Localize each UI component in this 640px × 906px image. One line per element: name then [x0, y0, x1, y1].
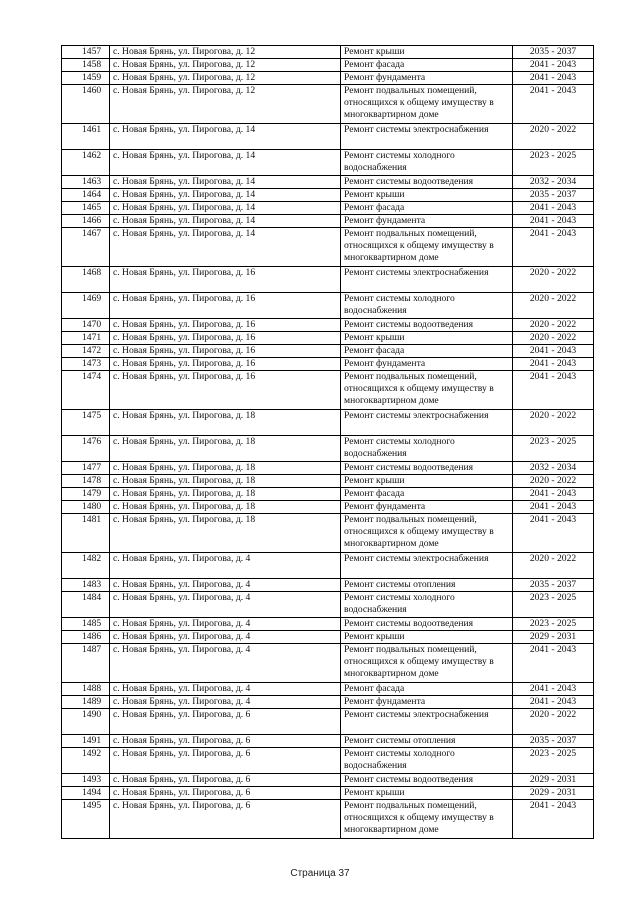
table-row [62, 644, 594, 683]
row-number-cell: 1477 [62, 462, 110, 475]
address-cell: с. Новая Брянь, ул. Пирогова, д. 16 [110, 345, 341, 358]
address-cell: с. Новая Брянь, ул. Пирогова, д. 18 [110, 436, 341, 462]
period-cell: 2041 - 2043 [513, 228, 594, 267]
row-number-cell: 1482 [62, 553, 110, 579]
work-type-cell: Ремонт крыши [341, 332, 513, 345]
period-cell: 2020 - 2022 [513, 124, 594, 150]
period-cell: 2041 - 2043 [513, 358, 594, 371]
period-cell: 2035 - 2037 [513, 735, 594, 748]
row-number-cell: 1470 [62, 319, 110, 332]
address-cell: с. Новая Брянь, ул. Пирогова, д. 14 [110, 228, 341, 267]
table-row [62, 345, 594, 358]
period-cell: 2041 - 2043 [513, 683, 594, 696]
address-cell: с. Новая Брянь, ул. Пирогова, д. 6 [110, 748, 341, 774]
address-cell: с. Новая Брянь, ул. Пирогова, д. 12 [110, 59, 341, 72]
period-cell: 2023 - 2025 [513, 748, 594, 774]
period-cell: 2041 - 2043 [513, 371, 594, 410]
address-cell: с. Новая Брянь, ул. Пирогова, д. 18 [110, 410, 341, 436]
period-cell: 2023 - 2025 [513, 592, 594, 618]
work-type-cell: Ремонт фасада [341, 345, 513, 358]
table-row [62, 553, 594, 579]
work-type-cell: Ремонт системы электроснабжения [341, 410, 513, 436]
row-number-cell: 1472 [62, 345, 110, 358]
row-number-cell: 1463 [62, 176, 110, 189]
period-cell: 2032 - 2034 [513, 176, 594, 189]
work-type-cell: Ремонт системы холодного водоснабжения [341, 592, 513, 618]
row-number-cell: 1488 [62, 683, 110, 696]
period-cell: 2023 - 2025 [513, 436, 594, 462]
address-cell: с. Новая Брянь, ул. Пирогова, д. 4 [110, 683, 341, 696]
period-cell: 2041 - 2043 [513, 501, 594, 514]
period-cell: 2041 - 2043 [513, 202, 594, 215]
table-row [62, 319, 594, 332]
address-cell: с. Новая Брянь, ул. Пирогова, д. 12 [110, 85, 341, 124]
row-number-cell: 1464 [62, 189, 110, 202]
table-body [62, 46, 594, 839]
row-number-cell: 1471 [62, 332, 110, 345]
period-cell: 2020 - 2022 [513, 410, 594, 436]
table-row [62, 358, 594, 371]
period-cell: 2041 - 2043 [513, 696, 594, 709]
address-cell: с. Новая Брянь, ул. Пирогова, д. 16 [110, 332, 341, 345]
row-number-cell: 1474 [62, 371, 110, 410]
address-cell: с. Новая Брянь, ул. Пирогова, д. 6 [110, 800, 341, 839]
period-cell: 2023 - 2025 [513, 150, 594, 176]
work-type-cell: Ремонт фундамента [341, 696, 513, 709]
work-type-cell: Ремонт системы электроснабжения [341, 553, 513, 579]
table-row [62, 774, 594, 787]
period-cell: 2041 - 2043 [513, 72, 594, 85]
work-type-cell: Ремонт системы холодного водоснабжения [341, 748, 513, 774]
work-type-cell: Ремонт крыши [341, 787, 513, 800]
period-cell: 2041 - 2043 [513, 488, 594, 501]
work-type-cell: Ремонт системы электроснабжения [341, 124, 513, 150]
address-cell: с. Новая Брянь, ул. Пирогова, д. 18 [110, 475, 341, 488]
period-cell: 2020 - 2022 [513, 332, 594, 345]
work-type-cell: Ремонт подвальных помещений, относящихся к общему имуществу в многоквартирном доме [341, 228, 513, 267]
table-row [62, 228, 594, 267]
work-type-cell: Ремонт подвальных помещений, относящихся к общему имуществу в многоквартирном доме [341, 85, 513, 124]
table-row [62, 709, 594, 735]
table-row [62, 202, 594, 215]
period-cell: 2020 - 2022 [513, 709, 594, 735]
work-type-cell: Ремонт крыши [341, 46, 513, 59]
period-cell: 2032 - 2034 [513, 462, 594, 475]
row-number-cell: 1467 [62, 228, 110, 267]
address-cell: с. Новая Брянь, ул. Пирогова, д. 12 [110, 46, 341, 59]
period-cell: 2029 - 2031 [513, 774, 594, 787]
work-type-cell: Ремонт системы холодного водоснабжения [341, 436, 513, 462]
work-type-cell: Ремонт фундамента [341, 501, 513, 514]
table-row [62, 59, 594, 72]
period-cell: 2041 - 2043 [513, 59, 594, 72]
work-type-cell: Ремонт системы водоотведения [341, 774, 513, 787]
row-number-cell: 1484 [62, 592, 110, 618]
period-cell: 2041 - 2043 [513, 514, 594, 553]
repair-schedule-table [61, 45, 594, 839]
table-row [62, 124, 594, 150]
period-cell: 2041 - 2043 [513, 800, 594, 839]
address-cell: с. Новая Брянь, ул. Пирогова, д. 6 [110, 774, 341, 787]
period-cell: 2041 - 2043 [513, 644, 594, 683]
address-cell: с. Новая Брянь, ул. Пирогова, д. 6 [110, 787, 341, 800]
row-number-cell: 1460 [62, 85, 110, 124]
row-number-cell: 1473 [62, 358, 110, 371]
address-cell: с. Новая Брянь, ул. Пирогова, д. 4 [110, 644, 341, 683]
work-type-cell: Ремонт системы водоотведения [341, 462, 513, 475]
table-row [62, 215, 594, 228]
address-cell: с. Новая Брянь, ул. Пирогова, д. 18 [110, 514, 341, 553]
table-row [62, 748, 594, 774]
table-row [62, 488, 594, 501]
row-number-cell: 1480 [62, 501, 110, 514]
work-type-cell: Ремонт подвальных помещений, относящихся к общему имуществу в многоквартирном доме [341, 371, 513, 410]
row-number-cell: 1459 [62, 72, 110, 85]
period-cell: 2029 - 2031 [513, 631, 594, 644]
row-number-cell: 1493 [62, 774, 110, 787]
address-cell: с. Новая Брянь, ул. Пирогова, д. 6 [110, 735, 341, 748]
work-type-cell: Ремонт системы электроснабжения [341, 709, 513, 735]
row-number-cell: 1494 [62, 787, 110, 800]
table-row [62, 800, 594, 839]
table-row [62, 683, 594, 696]
work-type-cell: Ремонт фасада [341, 59, 513, 72]
row-number-cell: 1491 [62, 735, 110, 748]
work-type-cell: Ремонт фундамента [341, 215, 513, 228]
work-type-cell: Ремонт фасада [341, 488, 513, 501]
row-number-cell: 1466 [62, 215, 110, 228]
address-cell: с. Новая Брянь, ул. Пирогова, д. 16 [110, 267, 341, 293]
row-number-cell: 1495 [62, 800, 110, 839]
row-number-cell: 1469 [62, 293, 110, 319]
period-cell: 2041 - 2043 [513, 345, 594, 358]
period-cell: 2020 - 2022 [513, 267, 594, 293]
table-row [62, 293, 594, 319]
address-cell: с. Новая Брянь, ул. Пирогова, д. 4 [110, 592, 341, 618]
address-cell: с. Новая Брянь, ул. Пирогова, д. 18 [110, 488, 341, 501]
row-number-cell: 1486 [62, 631, 110, 644]
table-row [62, 475, 594, 488]
table-row [62, 631, 594, 644]
address-cell: с. Новая Брянь, ул. Пирогова, д. 14 [110, 176, 341, 189]
work-type-cell: Ремонт системы холодного водоснабжения [341, 293, 513, 319]
work-type-cell: Ремонт системы холодного водоснабжения [341, 150, 513, 176]
row-number-cell: 1465 [62, 202, 110, 215]
period-cell: 2035 - 2037 [513, 189, 594, 202]
address-cell: с. Новая Брянь, ул. Пирогова, д. 16 [110, 293, 341, 319]
period-cell: 2035 - 2037 [513, 46, 594, 59]
table-row [62, 592, 594, 618]
address-cell: с. Новая Брянь, ул. Пирогова, д. 14 [110, 150, 341, 176]
address-cell: с. Новая Брянь, ул. Пирогова, д. 14 [110, 215, 341, 228]
address-cell: с. Новая Брянь, ул. Пирогова, д. 12 [110, 72, 341, 85]
row-number-cell: 1489 [62, 696, 110, 709]
page-number: Страница 37 [290, 868, 350, 879]
period-cell: 2020 - 2022 [513, 553, 594, 579]
work-type-cell: Ремонт крыши [341, 189, 513, 202]
work-type-cell: Ремонт крыши [341, 631, 513, 644]
address-cell: с. Новая Брянь, ул. Пирогова, д. 4 [110, 553, 341, 579]
address-cell: с. Новая Брянь, ул. Пирогова, д. 4 [110, 618, 341, 631]
work-type-cell: Ремонт системы водоотведения [341, 618, 513, 631]
table-row [62, 176, 594, 189]
work-type-cell: Ремонт подвальных помещений, относящихся к общему имуществу в многоквартирном доме [341, 800, 513, 839]
table-row [62, 267, 594, 293]
row-number-cell: 1478 [62, 475, 110, 488]
address-cell: с. Новая Брянь, ул. Пирогова, д. 4 [110, 579, 341, 592]
row-number-cell: 1475 [62, 410, 110, 436]
table-row [62, 696, 594, 709]
row-number-cell: 1490 [62, 709, 110, 735]
row-number-cell: 1487 [62, 644, 110, 683]
row-number-cell: 1481 [62, 514, 110, 553]
address-cell: с. Новая Брянь, ул. Пирогова, д. 18 [110, 462, 341, 475]
work-type-cell: Ремонт системы отопления [341, 735, 513, 748]
table-row [62, 514, 594, 553]
table-row [62, 46, 594, 59]
period-cell: 2035 - 2037 [513, 579, 594, 592]
table-row [62, 735, 594, 748]
work-type-cell: Ремонт фундамента [341, 358, 513, 371]
table-row [62, 85, 594, 124]
table-row [62, 787, 594, 800]
address-cell: с. Новая Брянь, ул. Пирогова, д. 14 [110, 189, 341, 202]
period-cell: 2041 - 2043 [513, 215, 594, 228]
row-number-cell: 1492 [62, 748, 110, 774]
table-row [62, 436, 594, 462]
work-type-cell: Ремонт системы отопления [341, 579, 513, 592]
address-cell: с. Новая Брянь, ул. Пирогова, д. 18 [110, 501, 341, 514]
table-row [62, 189, 594, 202]
work-type-cell: Ремонт системы электроснабжения [341, 267, 513, 293]
table-row [62, 332, 594, 345]
period-cell: 2023 - 2025 [513, 618, 594, 631]
row-number-cell: 1461 [62, 124, 110, 150]
row-number-cell: 1476 [62, 436, 110, 462]
address-cell: с. Новая Брянь, ул. Пирогова, д. 6 [110, 709, 341, 735]
row-number-cell: 1483 [62, 579, 110, 592]
row-number-cell: 1479 [62, 488, 110, 501]
period-cell: 2029 - 2031 [513, 787, 594, 800]
table-row [62, 618, 594, 631]
row-number-cell: 1457 [62, 46, 110, 59]
period-cell: 2020 - 2022 [513, 293, 594, 319]
table-row [62, 579, 594, 592]
work-type-cell: Ремонт фундамента [341, 72, 513, 85]
table-row [62, 371, 594, 410]
row-number-cell: 1458 [62, 59, 110, 72]
work-type-cell: Ремонт подвальных помещений, относящихся к общему имуществу в многоквартирном доме [341, 514, 513, 553]
row-number-cell: 1468 [62, 267, 110, 293]
row-number-cell: 1462 [62, 150, 110, 176]
work-type-cell: Ремонт фасада [341, 683, 513, 696]
table-row [62, 501, 594, 514]
address-cell: с. Новая Брянь, ул. Пирогова, д. 14 [110, 124, 341, 150]
address-cell: с. Новая Брянь, ул. Пирогова, д. 14 [110, 202, 341, 215]
period-cell: 2020 - 2022 [513, 319, 594, 332]
period-cell: 2041 - 2043 [513, 85, 594, 124]
address-cell: с. Новая Брянь, ул. Пирогова, д. 16 [110, 358, 341, 371]
period-cell: 2020 - 2022 [513, 475, 594, 488]
address-cell: с. Новая Брянь, ул. Пирогова, д. 4 [110, 631, 341, 644]
work-type-cell: Ремонт подвальных помещений, относящихся к общему имуществу в многоквартирном доме [341, 644, 513, 683]
row-number-cell: 1485 [62, 618, 110, 631]
table-row [62, 462, 594, 475]
address-cell: с. Новая Брянь, ул. Пирогова, д. 16 [110, 371, 341, 410]
address-cell: с. Новая Брянь, ул. Пирогова, д. 16 [110, 319, 341, 332]
table-row [62, 72, 594, 85]
work-type-cell: Ремонт крыши [341, 475, 513, 488]
work-type-cell: Ремонт системы водоотведения [341, 319, 513, 332]
work-type-cell: Ремонт фасада [341, 202, 513, 215]
table-row [62, 150, 594, 176]
work-type-cell: Ремонт системы водоотведения [341, 176, 513, 189]
address-cell: с. Новая Брянь, ул. Пирогова, д. 4 [110, 696, 341, 709]
table-row [62, 410, 594, 436]
